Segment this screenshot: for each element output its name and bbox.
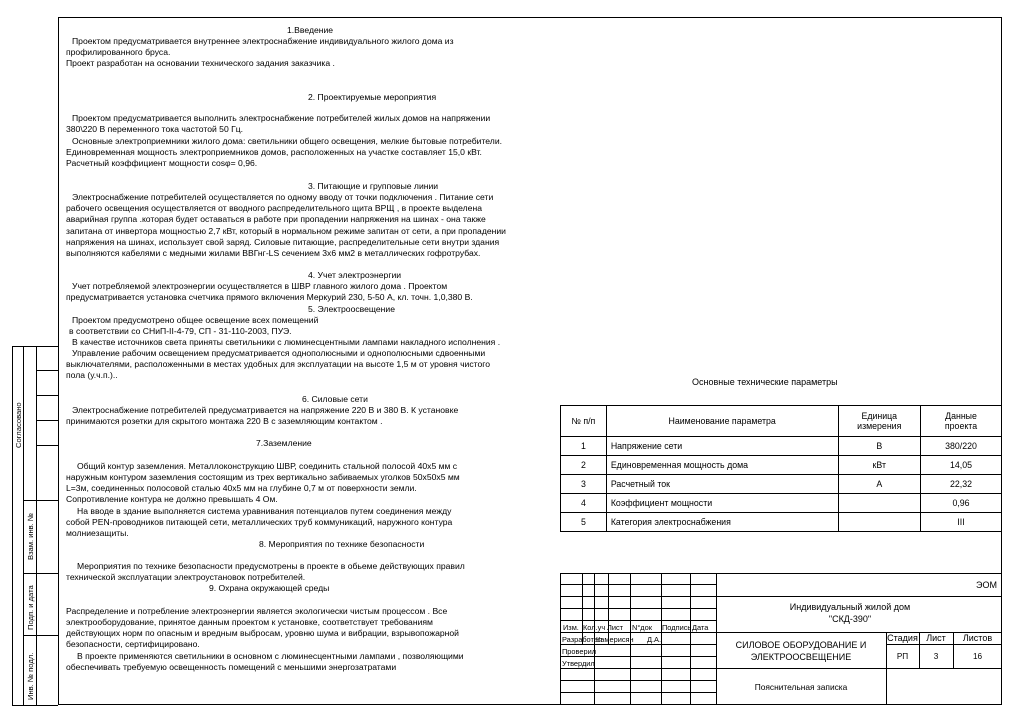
table-cell — [838, 494, 921, 513]
params-header-row — [561, 406, 1002, 437]
text-line: В проекте применяются светильники в основном с люминесцентными лампами , позволяющими — [77, 651, 464, 661]
section-heading: 3. Питающие и групповые линии — [308, 181, 439, 191]
text-line: электрооборудование, принятое данным проектом к установке, соответствует требованиям — [66, 617, 433, 627]
doc-code: ЭОМ — [976, 580, 997, 590]
stage-value: РП — [896, 652, 909, 661]
table-cell: Категория электроснабжения — [606, 513, 838, 532]
sheets-value: 16 — [972, 652, 983, 661]
document-type: Пояснительная записка — [754, 682, 848, 692]
table-cell: 4 — [561, 494, 607, 513]
text-line: аварийная группа .которая будет оставаться в работе при пропадении напряжения на шинах - она также — [66, 214, 486, 224]
params-header-cell: № п/п — [561, 406, 607, 437]
section-heading: 8. Мероприятия по технике безопасности — [259, 539, 425, 549]
table-row — [561, 513, 1002, 532]
text-line: напряжения на шинах, использует свой заряд. Силовые питающие, распределительные сети внутри здания — [66, 237, 500, 247]
stage-label: Стадия — [887, 633, 918, 643]
text-line: Распределение и потребление электроэнергии является экологически чистым процессом . Все — [66, 606, 448, 616]
section-heading: 1.Введение — [287, 25, 334, 35]
text-line: L=3м, соединенных полосовой сталью 40х5 мм на глубине 0,7 м от поверхности земли. — [66, 483, 417, 493]
text-line: Управление рабочим освещением предусматривается однополюсными и однополюсными сдвоенными — [72, 348, 486, 358]
table-row — [561, 475, 1002, 494]
text-line: 380\220 В переменного тока частотой 50 Гц. — [66, 124, 244, 134]
text-line: запитана от инвертора мощностью 2,7 кВт, который в нормальном режиме запитан от сети, а при пропадении — [66, 226, 506, 236]
params-header-cell: Данные проекта — [921, 406, 1002, 437]
text-line: безопасности, сертифицировано. — [66, 639, 200, 649]
sheet-label: Лист — [926, 633, 946, 643]
stamp-hdr-sign: Подпись — [662, 623, 692, 632]
text-line: Общий контур заземления. Металлоконструкцию ШВР, соединить стальной полосой 40х5 мм с — [77, 461, 458, 471]
text-line: Электроснабжение потребителей осуществляется по одному вводу от точки подключения . Питание сети — [72, 192, 494, 202]
text-line: собой PEN-проводников питающей сети, металлических труб коммуникаций, наружного контура — [66, 517, 453, 527]
table-cell — [838, 513, 921, 532]
stamp-hdr-list: Лист — [607, 623, 624, 632]
section-heading: 6. Силовые сети — [302, 394, 368, 404]
params-header-cell: Единица измерения — [838, 406, 921, 437]
developer-name: Камерисян — [596, 635, 634, 644]
table-row — [561, 456, 1002, 475]
section-heading: 2. Проектируемые мероприятия — [308, 92, 437, 102]
table-row — [561, 494, 1002, 513]
text-line: выключателями, расположенными в местах удобных для эксплуатации на высоте 1,5 м от уровня чистого — [66, 359, 490, 369]
text-line: наружным контуром заземления состоящим из трех вертикально забиваемых уголков 50х50х5 мм — [66, 472, 460, 482]
object-name: Индивидуальный жилой дом — [789, 602, 911, 612]
table-cell: А — [838, 475, 921, 494]
text-line: Мероприятия по технике безопасности предусмотрены в проекте в обьеме действующих правил — [77, 561, 465, 571]
section-heading: 9. Охрана окружающей среды — [209, 583, 330, 593]
table-cell: 2 — [561, 456, 607, 475]
text-line: профилированного бруса. — [66, 47, 171, 57]
section-heading: 7.Заземление — [256, 438, 312, 448]
sheets-label: Листов — [962, 633, 993, 643]
table-cell: Напряжение сети — [606, 437, 838, 456]
text-line: действующих норм по опасным и вредным выбросам, уровню шума и вибрации, взрывопожарной — [66, 628, 459, 638]
table-cell: 14,05 — [921, 456, 1002, 475]
table-cell: 5 — [561, 513, 607, 532]
text-line: предусматривается установка счетчика прямого включения Меркурий 230, 5-50 А, кл. точн. 1,0,380 В. — [66, 292, 473, 302]
role-approved: Утвердил — [562, 659, 595, 668]
text-line: Проектом предусматривается внутреннее электроснабжение индивидуального жилого дома из — [72, 36, 454, 46]
table-cell: Единовременная мощность дома — [606, 456, 838, 475]
table-cell: 1 — [561, 437, 607, 456]
text-line: В качестве источников света приняты светильники с люминесцентными лампами накладного исполнения . — [72, 337, 501, 347]
text-line: Единовременная мощность электроприемников домов, расположенных на участке составляет 15,0 кВт. — [66, 147, 482, 157]
params-table — [560, 405, 1002, 532]
table-cell: Расчетный ток — [606, 475, 838, 494]
params-header-cell: Наименование параметра — [606, 406, 838, 437]
table-cell: 0,96 — [921, 494, 1002, 513]
role-checked: Проверил — [562, 647, 597, 656]
table-cell: 22,32 — [921, 475, 1002, 494]
table-row — [561, 437, 1002, 456]
text-line: рабочего освещения осуществляется от вводного распределительного щита ВРЩ , в проекте выделена — [66, 203, 482, 213]
params-title: Основные технические параметры — [692, 377, 838, 387]
table-cell: 380/220 — [921, 437, 1002, 456]
stamp-hdr-kolvo: Кол.уч — [583, 623, 606, 632]
text-line: Основные электроприемники жилого дома: светильники общего освещения, мелкие бытовые потребители. — [72, 136, 503, 146]
text-line: обеспечивать требуемую освещенность помещений с меньшими энергозатратами — [66, 662, 397, 672]
section-heading: 4. Учет электроэнергии — [308, 270, 402, 280]
text-line: Проектом предусмотрено общее освещение всех помещений — [72, 315, 319, 325]
replaced-inv-label: Взам. инв. № — [26, 512, 35, 560]
text-line: в соответствии со СНиП-II-4-79, СП - 31-110-2003, ПУЭ. — [69, 326, 292, 336]
inventory-no-label: Инв. № подл. — [26, 652, 35, 700]
sign-date-label: Подп. и дата — [26, 585, 35, 630]
agreed-label: Согласовано — [14, 402, 23, 448]
text-line: выполняются кабелями с медными жилами ВВГнг-LS сечением 3х6 мм2 в металлических гофротрубах. — [66, 248, 481, 258]
table-cell: III — [921, 513, 1002, 532]
sheet-value: 3 — [933, 652, 939, 661]
developer-initials: Д.А. — [647, 635, 662, 644]
table-cell: кВт — [838, 456, 921, 475]
text-line: Проектом предусматривается выполнить электроснабжение потребителей жилых домов на напряжении — [72, 113, 491, 123]
text-line: молниезащиты. — [66, 528, 129, 538]
stamp-hdr-doc: N°док — [632, 623, 652, 632]
text-line: технической эксплуатации электроустановок потребителей. — [66, 572, 306, 582]
table-cell: В — [838, 437, 921, 456]
table-cell: Коэффициент мощности — [606, 494, 838, 513]
text-line: Электроснабжение потребителей предусматривается на напряжение 220 В и 380 В. К установке — [72, 405, 459, 415]
text-line: Учет потребляемой электроэнергии осуществляется в ШВР главного жилого дома . Проектом — [72, 281, 448, 291]
object-code: "СКД-390" — [828, 614, 872, 624]
text-line: Расчетный коэффициент мощности cosφ= 0,96. — [66, 158, 258, 168]
section-heading: 5. Электроосвещение — [308, 304, 395, 314]
text-line: принимаются розетки для скрытого монтажа 220 В с заземляющим контактом . — [66, 416, 383, 426]
stamp-hdr-izm: Изм. — [563, 623, 579, 632]
text-line: На вводе в здание выполняется система уравнивания потенциалов путем соединения между — [77, 506, 452, 516]
text-line: Проект разработан на основании технического задания заказчика . — [66, 58, 335, 68]
sheet-title-1: СИЛОВОЕ ОБОРУДОВАНИЕ И — [735, 640, 867, 650]
table-cell: 3 — [561, 475, 607, 494]
text-line: пола (у.ч.п.).. — [66, 370, 118, 380]
text-line: Сопротивление контура не должно превышать 4 Ом. — [66, 494, 278, 504]
role-developed: Разработал — [562, 635, 603, 644]
sheet-title-2: ЭЛЕКТРООСВЕЩЕНИЕ — [750, 652, 852, 662]
stamp-hdr-date: Дата — [692, 623, 709, 632]
